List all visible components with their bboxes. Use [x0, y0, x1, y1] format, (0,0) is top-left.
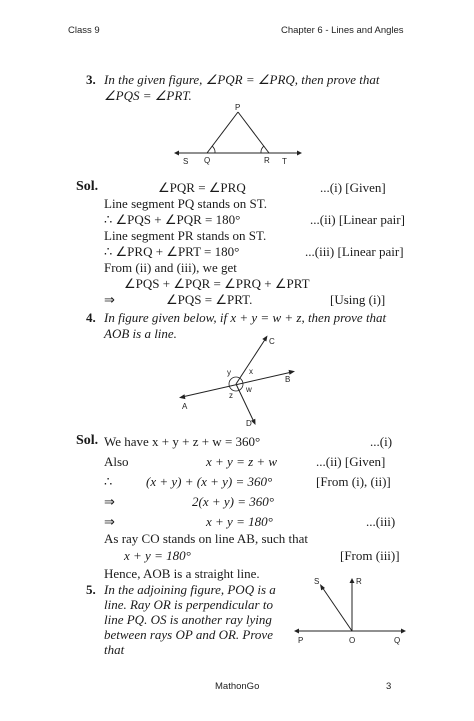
sol1-line-7: ∠PQS + ∠PQR = ∠PRQ + ∠PRT	[124, 276, 310, 291]
label-q: Q	[204, 156, 211, 165]
sol2-line-3-symbol: ∴	[104, 474, 113, 489]
label-d: D	[246, 419, 252, 428]
label-s: S	[314, 577, 320, 586]
ray-oc	[236, 338, 266, 384]
solution-2-label: Sol.	[76, 433, 99, 448]
label-r: R	[264, 156, 270, 165]
solution-1-label: Sol.	[76, 179, 99, 194]
label-t: T	[282, 157, 287, 166]
sol2-reason-7: [From (iii)]	[340, 548, 400, 563]
label-o: O	[349, 636, 356, 645]
sol2-line-7: x + y = 180°	[124, 548, 191, 563]
sol2-line-8: Hence, AOB is a straight line.	[104, 566, 260, 581]
segment-pr	[238, 112, 269, 153]
sol2-line-5: x + y = 180°	[206, 514, 273, 529]
line-ab	[182, 372, 292, 397]
sol2-reason-1: ...(i)	[370, 434, 393, 449]
sol2-line-4: 2(x + y) = 360°	[192, 494, 274, 509]
arrow-a-icon	[179, 394, 185, 399]
sol1-reason-8: [Using (i)]	[330, 292, 386, 307]
arrow-right-icon	[297, 151, 302, 156]
question-5-number: 5.	[86, 582, 96, 597]
sol2-line-5-symbol: ⇒	[104, 514, 115, 529]
sol2-reason-3: [From (i), (ii)]	[316, 474, 391, 489]
label-q: Q	[394, 636, 401, 645]
sol2-line-2: x + y = z + w	[206, 454, 278, 469]
arrow-left-icon	[174, 151, 179, 156]
label-y: y	[227, 368, 231, 377]
arrow-p-icon	[294, 629, 299, 634]
sol2-line-2-label: Also	[104, 454, 129, 469]
header-chapter: Chapter 6 - Lines and Angles	[281, 25, 404, 36]
label-a: A	[182, 402, 188, 411]
question-5-line-4: between rays OP and OR. Prove	[104, 627, 273, 642]
label-b: B	[285, 375, 291, 384]
sol1-line-2: Line segment PQ stands on ST.	[104, 196, 267, 211]
label-x: x	[249, 367, 253, 376]
sol1-line-6: From (ii) and (iii), we get	[104, 260, 237, 275]
question-4-number: 4.	[86, 310, 96, 325]
ray-os	[322, 587, 352, 631]
label-s: S	[183, 157, 189, 166]
footer-brand: MathonGo	[215, 681, 260, 692]
sol1-reason-3: ...(ii) [Linear pair]	[310, 212, 405, 227]
arrow-q-icon	[401, 629, 406, 634]
question-4-line-1: In figure given below, if x + y = w + z, then prove that	[104, 310, 387, 325]
question-3-line-2: ∠PQS = ∠PRT.	[104, 88, 192, 103]
sol1-reason-5: ...(iii) [Linear pair]	[305, 244, 404, 259]
sol1-line-4: Line segment PR stands on ST.	[104, 228, 267, 243]
question-3-number: 3.	[86, 72, 96, 87]
perpendicular-figure	[290, 570, 416, 650]
question-5-line-5: that	[104, 642, 125, 657]
sol2-line-3: (x + y) + (x + y) = 360°	[146, 474, 273, 489]
question-5-line-2: line. Ray OR is perpendicular to	[104, 597, 273, 612]
angles-figure	[170, 330, 310, 430]
triangle-figure	[170, 100, 310, 168]
label-w: w	[246, 385, 252, 394]
angle-arc-q	[212, 146, 215, 153]
sol1-line-8-symbol: ⇒	[104, 292, 115, 307]
sol1-line-1: ∠PQR = ∠PRQ	[158, 180, 246, 195]
page-number: 3	[386, 681, 392, 692]
sol1-line-3: ∴ ∠PQS + ∠PQR = 180°	[104, 212, 241, 227]
label-r: R	[356, 577, 362, 586]
arrow-c-icon	[262, 336, 267, 342]
question-4-line-2: AOB is a line.	[104, 326, 177, 341]
header-class: Class 9	[68, 25, 100, 36]
arrow-r-icon	[350, 578, 355, 583]
sol2-line-4-symbol: ⇒	[104, 494, 115, 509]
question-3-line-1: In the given figure, ∠PQR = ∠PRQ, then prove that	[104, 72, 380, 87]
question-5-line-3: line PQ. OS is another ray lying	[104, 612, 272, 627]
sol1-line-8: ∠PQS = ∠PRT.	[166, 292, 253, 307]
sol1-reason-1: ...(i) [Given]	[320, 180, 386, 195]
sol2-reason-2: ...(ii) [Given]	[316, 454, 386, 469]
label-z: z	[229, 391, 233, 400]
label-c: C	[269, 337, 275, 346]
segment-pq	[207, 112, 238, 153]
sol2-line-6: As ray CO stands on line AB, such that	[104, 531, 309, 546]
sol1-line-5: ∴ ∠PRQ + ∠PRT = 180°	[104, 244, 240, 259]
label-p: P	[235, 103, 241, 112]
sol2-line-1: We have x + y + z + w = 360°	[104, 434, 261, 449]
label-p: P	[298, 636, 304, 645]
sol2-reason-5: ...(iii)	[366, 514, 396, 529]
question-5-line-1: In the adjoining figure, POQ is a	[104, 582, 276, 597]
angle-arc-r	[261, 146, 264, 153]
